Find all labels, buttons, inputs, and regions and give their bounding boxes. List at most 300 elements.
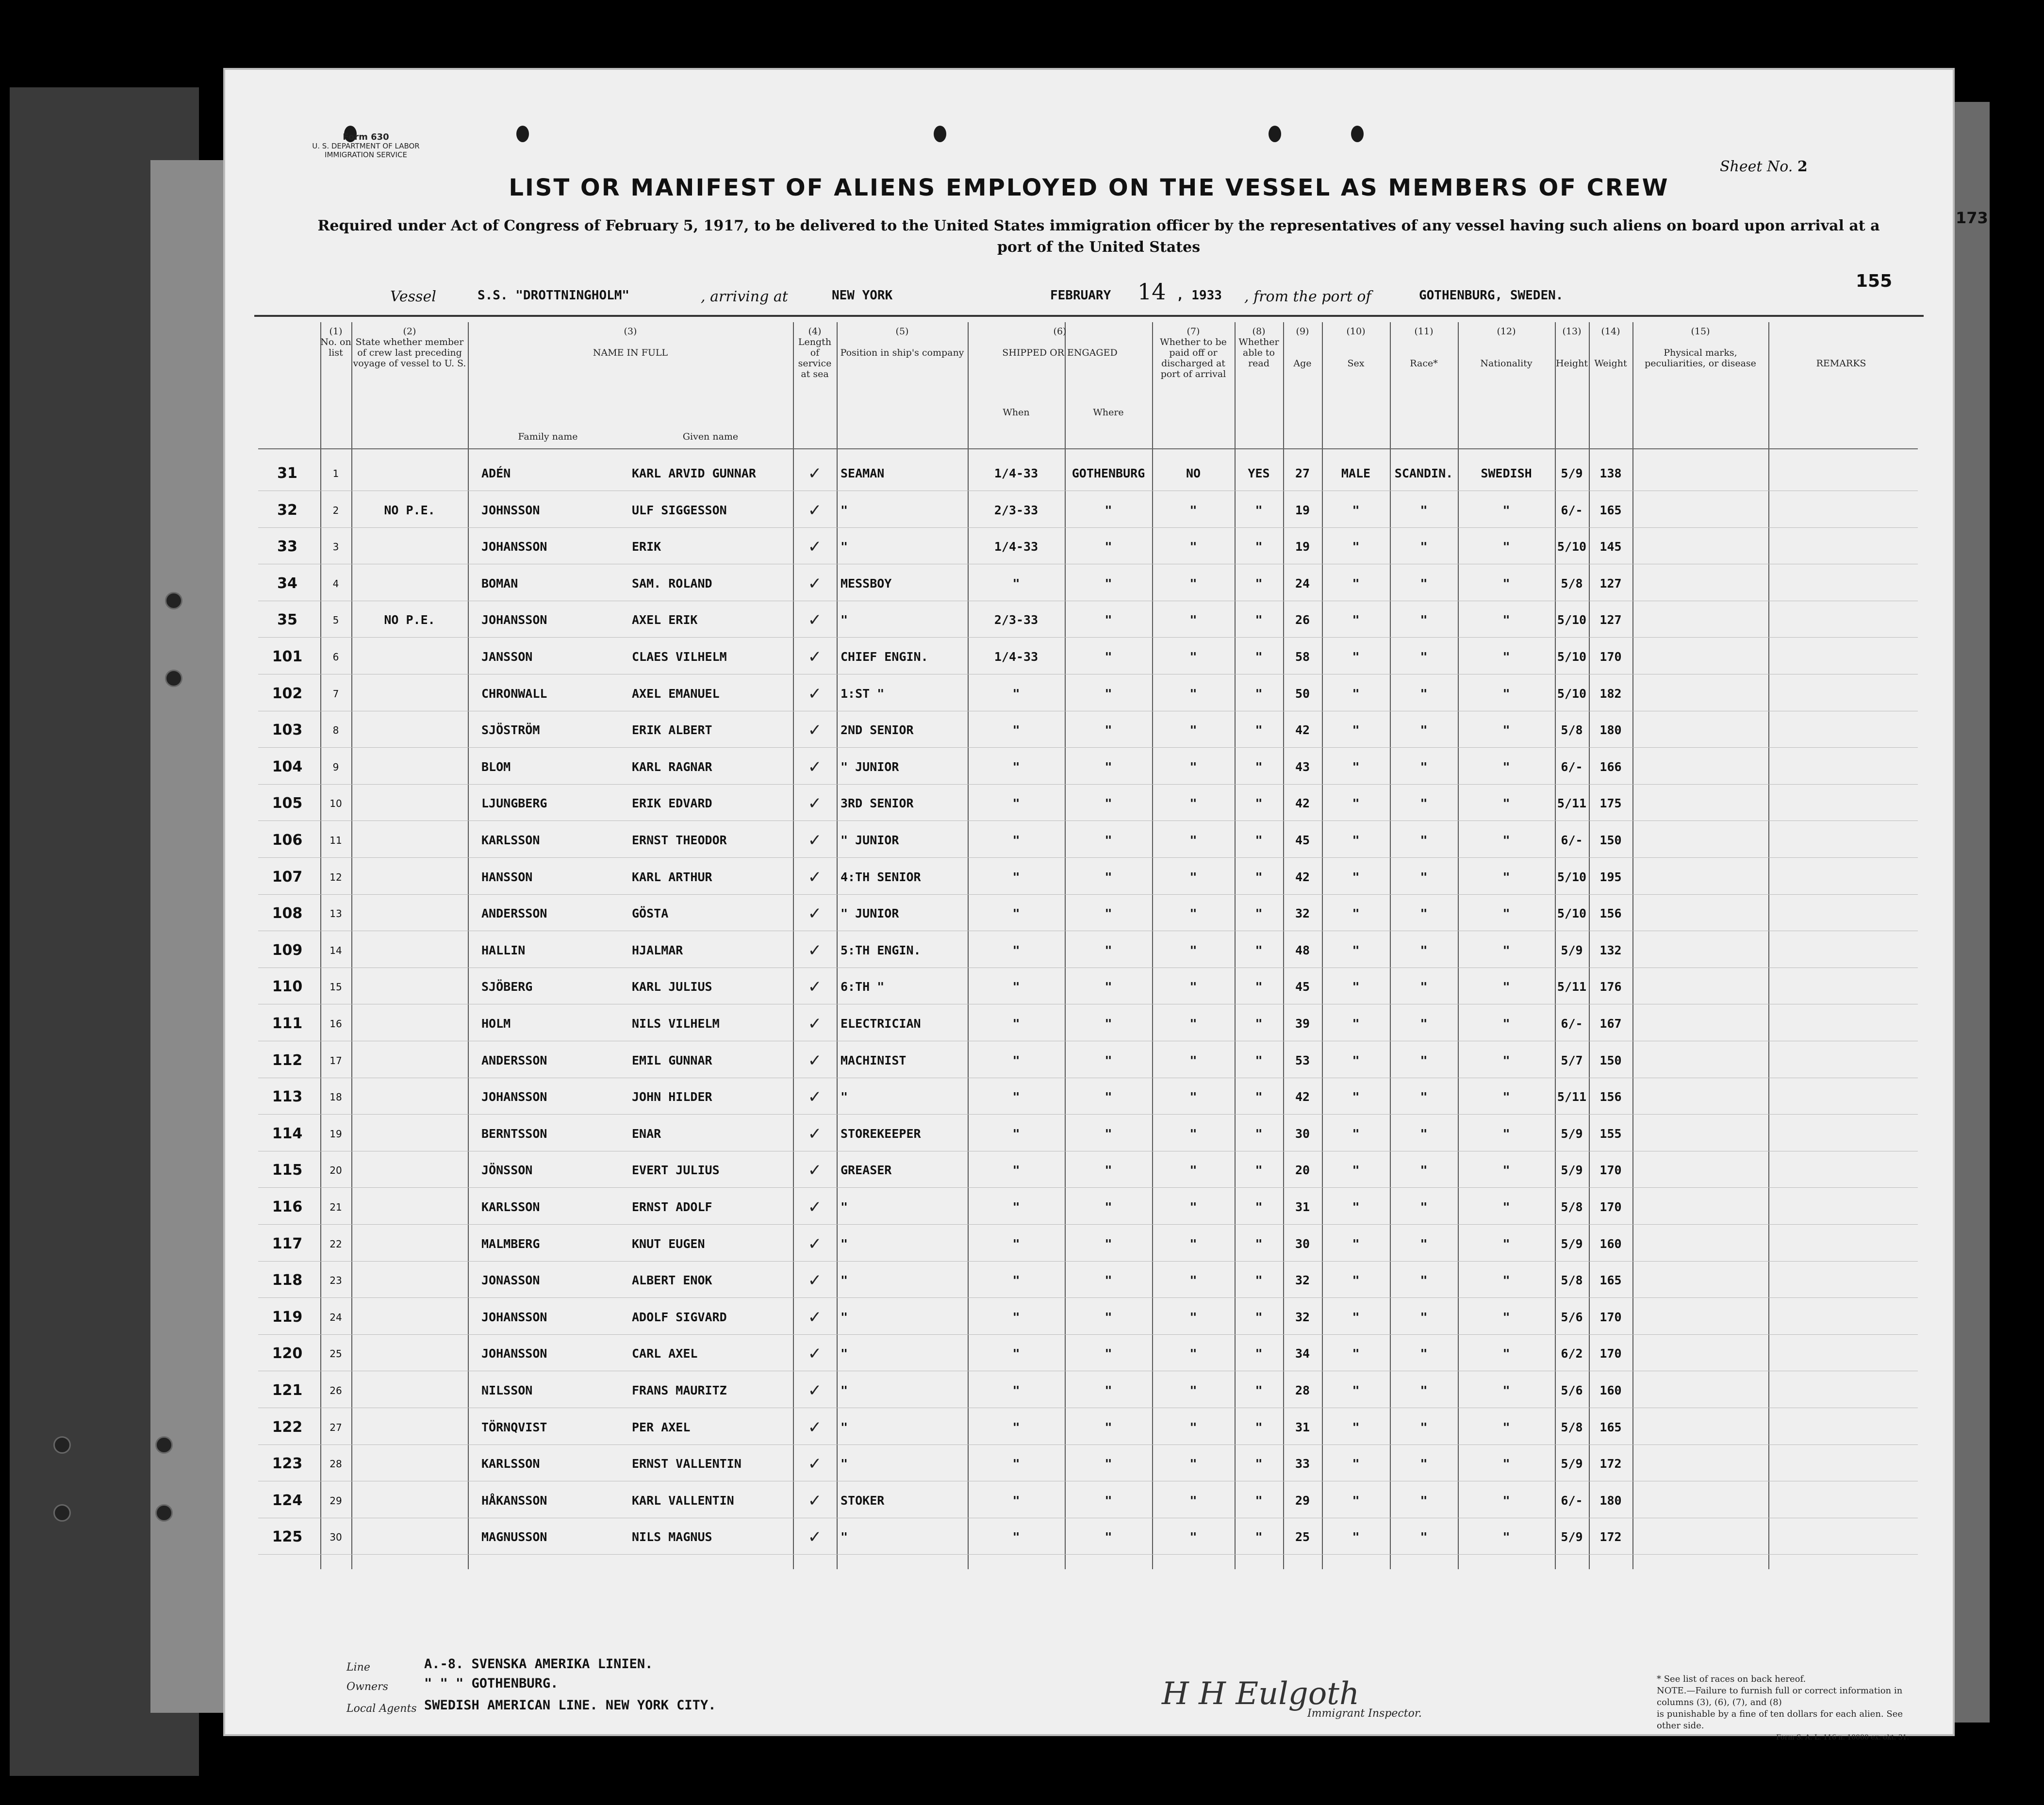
service-checkmark-icon: ✓ xyxy=(808,721,822,740)
race: " xyxy=(1420,833,1428,847)
shipped-where: " xyxy=(1104,870,1112,884)
weight: 182 xyxy=(1599,686,1622,701)
manifest-number: 106 xyxy=(272,832,303,849)
family-name: HANSSON xyxy=(481,870,533,884)
punch-hole xyxy=(934,126,946,142)
weight: 170 xyxy=(1599,1163,1622,1178)
service-checkmark-icon: ✓ xyxy=(808,1198,822,1217)
able-to-read: " xyxy=(1255,1310,1263,1324)
col-5-header xyxy=(837,326,968,358)
sex: " xyxy=(1352,686,1360,701)
row-rule xyxy=(258,637,1918,638)
shipped-where: " xyxy=(1104,1236,1112,1251)
manifest-number: 105 xyxy=(272,795,303,812)
given-name: AXEL EMANUEL xyxy=(632,686,720,701)
given-name: NILS VILHELM xyxy=(632,1017,720,1031)
able-to-read: YES xyxy=(1248,466,1270,480)
able-to-read: " xyxy=(1255,1053,1263,1067)
race: " xyxy=(1420,723,1428,738)
col-7-header-text: Whether to be paid off or discharged at port of arrival xyxy=(1160,337,1227,379)
previous-voyage xyxy=(351,647,468,667)
height: 5/8 xyxy=(1561,723,1583,738)
given-name: AXEL ERIK xyxy=(632,613,698,627)
sex: " xyxy=(1352,1310,1360,1324)
shipped-where: " xyxy=(1104,686,1112,701)
service-checkmark-icon: ✓ xyxy=(808,1344,822,1364)
family-name: JOHANSSON xyxy=(481,1090,547,1104)
form-number: Form 630 xyxy=(343,132,389,142)
position: MACHINIST xyxy=(841,1053,907,1067)
position: " xyxy=(841,540,848,554)
previous-voyage xyxy=(351,1344,468,1363)
nationality: " xyxy=(1502,613,1510,627)
able-to-read: " xyxy=(1255,723,1263,738)
paid-off: " xyxy=(1189,1273,1197,1288)
race: " xyxy=(1420,1090,1428,1104)
form-identifier xyxy=(293,133,439,159)
previous-voyage xyxy=(351,977,468,997)
height: 5/9 xyxy=(1561,1530,1583,1544)
weight: 172 xyxy=(1599,1530,1622,1544)
weight: 176 xyxy=(1599,980,1622,994)
paid-off: " xyxy=(1189,613,1197,627)
shipped-when: " xyxy=(1012,759,1020,774)
nationality: " xyxy=(1502,759,1510,774)
nationality: " xyxy=(1502,540,1510,554)
shipped-where: " xyxy=(1104,1273,1112,1288)
sex: " xyxy=(1352,980,1360,994)
col-10-header xyxy=(1322,326,1390,369)
shipped-when: " xyxy=(1012,943,1020,957)
able-to-read: " xyxy=(1255,686,1263,701)
list-number: 4 xyxy=(332,577,339,590)
row-rule xyxy=(258,747,1918,748)
col-2-header-text: State whether member of crew last preceding voyage of vessel to U. S. xyxy=(353,337,466,369)
given-name: ADOLF SIGVARD xyxy=(632,1310,727,1324)
family-name: KARLSSON xyxy=(481,1457,540,1471)
col-4-header-num: (4) xyxy=(808,326,822,337)
form-department: U. S. DEPARTMENT OF LABOR xyxy=(312,142,420,150)
weight: 170 xyxy=(1599,1346,1622,1361)
sex: " xyxy=(1352,503,1360,517)
row-rule xyxy=(258,527,1918,528)
from-port-label: , from the port of xyxy=(1244,288,1371,305)
race: " xyxy=(1420,1310,1428,1324)
manifest-number: 116 xyxy=(272,1198,303,1215)
shipped-when: 1/4-33 xyxy=(994,540,1038,554)
height: 5/10 xyxy=(1557,906,1587,921)
col-6-header xyxy=(968,326,1152,358)
able-to-read: " xyxy=(1255,906,1263,921)
family-name: ANDERSSON xyxy=(481,1053,547,1067)
manifest-sheet xyxy=(223,68,1955,1741)
col-15-header-text: Physical marks, peculiarities, or disease xyxy=(1645,347,1756,369)
given-name: JOHN HILDER xyxy=(632,1090,712,1104)
col-4-header-text: Length of service at sea xyxy=(798,337,832,379)
height: 5/10 xyxy=(1557,540,1587,554)
nationality: " xyxy=(1502,503,1510,517)
age: 45 xyxy=(1295,833,1310,847)
given-name: PER AXEL xyxy=(632,1420,691,1434)
manifest-number: 125 xyxy=(272,1528,303,1546)
shipped-when: " xyxy=(1012,1383,1020,1397)
age: 32 xyxy=(1295,1310,1310,1324)
manifest-number: 124 xyxy=(272,1492,303,1509)
able-to-read: " xyxy=(1255,1420,1263,1434)
sex: " xyxy=(1352,540,1360,554)
weight: 150 xyxy=(1599,1053,1622,1067)
height: 6/- xyxy=(1561,1493,1583,1508)
list-number: 5 xyxy=(332,614,339,626)
sex: " xyxy=(1352,1126,1360,1141)
header-rule xyxy=(254,315,1924,317)
able-to-read: " xyxy=(1255,833,1263,847)
sex: " xyxy=(1352,1200,1360,1214)
shipped-when: " xyxy=(1012,1236,1020,1251)
race: " xyxy=(1420,540,1428,554)
race: " xyxy=(1420,870,1428,884)
weight: 127 xyxy=(1599,613,1622,627)
shipped-when: " xyxy=(1012,1310,1020,1324)
shipped-when: 2/3-33 xyxy=(994,613,1038,627)
shipped-when: " xyxy=(1012,1273,1020,1288)
paid-off: " xyxy=(1189,576,1197,591)
paid-off: " xyxy=(1189,1053,1197,1067)
paid-off: " xyxy=(1189,1346,1197,1361)
inspector-signature: H H Eulgoth xyxy=(1162,1676,1360,1712)
weight: 165 xyxy=(1599,1273,1622,1288)
position: " JUNIOR xyxy=(841,833,899,847)
able-to-read: " xyxy=(1255,980,1263,994)
previous-voyage: NO P.E. xyxy=(384,613,435,627)
col-7-header-num: (7) xyxy=(1187,326,1200,337)
family-name: BOMAN xyxy=(481,576,518,591)
list-number: 23 xyxy=(330,1275,342,1287)
col-3-header-num: (3) xyxy=(624,326,637,337)
given-name: ALBERT ENOK xyxy=(632,1273,712,1288)
height: 5/9 xyxy=(1561,1126,1583,1141)
sex: " xyxy=(1352,906,1360,921)
line-value: A.-8. SVENSKA AMERIKA LINIEN. xyxy=(424,1657,653,1672)
previous-voyage xyxy=(351,1271,468,1290)
vessel-line xyxy=(390,279,1822,310)
weight: 150 xyxy=(1599,833,1622,847)
shipped-where: " xyxy=(1104,1530,1112,1544)
nationality: " xyxy=(1502,1493,1510,1508)
line-label: Line xyxy=(346,1661,370,1674)
age: 30 xyxy=(1295,1236,1310,1251)
sex: " xyxy=(1352,1017,1360,1031)
previous-voyage xyxy=(351,1308,468,1327)
able-to-read: " xyxy=(1255,1090,1263,1104)
list-number: 21 xyxy=(330,1201,342,1213)
when-header: When xyxy=(1003,407,1030,418)
able-to-read: " xyxy=(1255,1163,1263,1178)
family-name: SJÖSTRÖM xyxy=(481,723,540,738)
row-rule xyxy=(258,1187,1918,1188)
family-name: TÖRNQVIST xyxy=(481,1420,547,1434)
shipped-when: " xyxy=(1012,906,1020,921)
height: 6/- xyxy=(1561,503,1583,517)
service-checkmark-icon: ✓ xyxy=(808,1234,822,1254)
manifest-number: 109 xyxy=(272,941,303,959)
manifest-number: 31 xyxy=(277,465,297,482)
shipped-when: " xyxy=(1012,796,1020,811)
race: " xyxy=(1420,576,1428,591)
race: " xyxy=(1420,686,1428,701)
list-number: 25 xyxy=(330,1348,342,1360)
given-name: ERIK xyxy=(632,540,661,554)
able-to-read: " xyxy=(1255,796,1263,811)
able-to-read: " xyxy=(1255,1126,1263,1141)
col-8-header-num: (8) xyxy=(1252,326,1266,337)
col-11-header-text: Race* xyxy=(1410,358,1438,369)
footer-notes xyxy=(1657,1674,1909,1743)
weight: 175 xyxy=(1599,796,1622,811)
service-checkmark-icon: ✓ xyxy=(808,1381,822,1400)
service-checkmark-icon: ✓ xyxy=(808,1417,822,1437)
position: " xyxy=(841,1420,848,1434)
nationality: " xyxy=(1502,1310,1510,1324)
list-number: 27 xyxy=(330,1421,342,1433)
age: 24 xyxy=(1295,576,1310,591)
remarks-header-text: REMARKS xyxy=(1816,358,1866,369)
age: 31 xyxy=(1295,1420,1310,1434)
height: 5/8 xyxy=(1561,1273,1583,1288)
col-11-header-num: (11) xyxy=(1414,326,1434,337)
given-name: KARL ARTHUR xyxy=(632,870,712,884)
given-name: ERNST ADOLF xyxy=(632,1200,712,1214)
shipped-where: " xyxy=(1104,943,1112,957)
race: " xyxy=(1420,1346,1428,1361)
previous-voyage xyxy=(351,757,468,777)
given-name: SAM. ROLAND xyxy=(632,576,712,591)
row-rule xyxy=(258,1554,1918,1555)
given-name: KARL ARVID GUNNAR xyxy=(632,466,756,480)
binder-hole xyxy=(155,1504,173,1522)
list-number: 3 xyxy=(332,541,339,553)
given-name-header: Given name xyxy=(682,431,739,442)
shipped-where: " xyxy=(1104,796,1112,811)
service-checkmark-icon: ✓ xyxy=(808,977,822,997)
shipped-where: " xyxy=(1104,906,1112,921)
manifest-number: 120 xyxy=(272,1345,303,1362)
able-to-read: " xyxy=(1255,1273,1263,1288)
row-rule xyxy=(258,1261,1918,1262)
col-12-header-num: (12) xyxy=(1497,326,1516,337)
punch-hole xyxy=(1351,126,1364,142)
family-name: BERNTSSON xyxy=(481,1126,547,1141)
shipped-when: " xyxy=(1012,833,1020,847)
weight: 195 xyxy=(1599,870,1622,884)
previous-voyage xyxy=(351,1454,468,1474)
manifest-number: 119 xyxy=(272,1308,303,1326)
service-checkmark-icon: ✓ xyxy=(808,610,822,630)
age: 28 xyxy=(1295,1383,1310,1397)
col-15-header xyxy=(1632,326,1768,369)
height: 5/9 xyxy=(1561,466,1583,480)
paid-off: " xyxy=(1189,1457,1197,1471)
shipped-where: " xyxy=(1104,1200,1112,1214)
nationality: " xyxy=(1502,723,1510,738)
paid-off: " xyxy=(1189,980,1197,994)
col-3-header-text: NAME IN FULL xyxy=(593,347,668,358)
previous-voyage xyxy=(351,794,468,813)
position: 6:TH " xyxy=(841,980,885,994)
service-checkmark-icon: ✓ xyxy=(808,831,822,850)
given-name: KNUT EUGEN xyxy=(632,1236,705,1251)
able-to-read: " xyxy=(1255,1236,1263,1251)
position: GREASER xyxy=(841,1163,892,1178)
col-8-header-text: Whether able to read xyxy=(1238,337,1279,369)
family-name: MAGNUSSON xyxy=(481,1530,547,1544)
sex: MALE xyxy=(1341,466,1371,480)
service-checkmark-icon: ✓ xyxy=(808,1307,822,1327)
manifest-number: 34 xyxy=(277,574,297,592)
given-name: KARL VALLENTIN xyxy=(632,1493,734,1508)
race: " xyxy=(1420,1053,1428,1067)
age: 42 xyxy=(1295,870,1310,884)
height: 5/8 xyxy=(1561,1200,1583,1214)
height: 5/7 xyxy=(1561,1053,1583,1067)
race: " xyxy=(1420,503,1428,517)
position: " xyxy=(841,1273,848,1288)
sex: " xyxy=(1352,613,1360,627)
sex: " xyxy=(1352,1273,1360,1288)
arrival-day: 14 xyxy=(1137,279,1166,305)
binder-background xyxy=(10,87,199,1776)
age: 48 xyxy=(1295,943,1310,957)
service-checkmark-icon: ✓ xyxy=(808,904,822,924)
able-to-read: " xyxy=(1255,1457,1263,1471)
paid-off: " xyxy=(1189,540,1197,554)
shipped-where: " xyxy=(1104,540,1112,554)
col-13-header-text: Height xyxy=(1556,358,1588,369)
manifest-number: 103 xyxy=(272,722,303,739)
family-name: BLOM xyxy=(481,759,511,774)
family-name: ADÉN xyxy=(481,466,511,480)
row-rule xyxy=(258,1114,1918,1115)
weight: 156 xyxy=(1599,906,1622,921)
list-number: 28 xyxy=(330,1458,342,1470)
given-name: CLAES VILHELM xyxy=(632,650,727,664)
service-checkmark-icon: ✓ xyxy=(808,794,822,814)
shipped-where: " xyxy=(1104,613,1112,627)
able-to-read: " xyxy=(1255,1383,1263,1397)
shipped-when: 1/4-33 xyxy=(994,466,1038,480)
race: " xyxy=(1420,613,1428,627)
previous-voyage xyxy=(351,684,468,704)
col-11-header xyxy=(1390,326,1458,369)
paid-off: " xyxy=(1189,1126,1197,1141)
paid-off: " xyxy=(1189,1200,1197,1214)
weight: 180 xyxy=(1599,723,1622,738)
family-name: MALMBERG xyxy=(481,1236,540,1251)
shipped-where: " xyxy=(1104,1090,1112,1104)
weight: 127 xyxy=(1599,576,1622,591)
weight: 165 xyxy=(1599,1420,1622,1434)
manifest-number: 123 xyxy=(272,1455,303,1473)
previous-voyage xyxy=(351,1087,468,1107)
col-15-header-num: (15) xyxy=(1691,326,1710,337)
weight: 170 xyxy=(1599,1200,1622,1214)
list-number: 9 xyxy=(332,761,339,773)
nationality: " xyxy=(1502,1457,1510,1471)
sheet-number-label: Sheet No. xyxy=(1720,158,1793,175)
manifest-number: 114 xyxy=(272,1125,303,1142)
nationality: " xyxy=(1502,650,1510,664)
sex: " xyxy=(1352,723,1360,738)
age: 42 xyxy=(1295,1090,1310,1104)
shipped-where: " xyxy=(1104,503,1112,517)
previous-voyage xyxy=(351,1161,468,1180)
position: " JUNIOR xyxy=(841,759,899,774)
list-number: 20 xyxy=(330,1165,342,1177)
previous-voyage xyxy=(351,1198,468,1217)
col-14-header xyxy=(1589,326,1632,369)
arrival-year: , 1933 xyxy=(1176,288,1222,303)
height: 5/8 xyxy=(1561,1420,1583,1434)
height: 5/6 xyxy=(1561,1310,1583,1324)
weight: 180 xyxy=(1599,1493,1622,1508)
shipped-where: " xyxy=(1104,1493,1112,1508)
previous-voyage xyxy=(351,1051,468,1070)
shipped-where: " xyxy=(1104,650,1112,664)
vessel-name: S.S. "DROTTNINGHOLM" xyxy=(478,288,630,303)
position: " xyxy=(841,1383,848,1397)
previous-voyage xyxy=(351,1527,468,1547)
nationality: " xyxy=(1502,833,1510,847)
nationality: " xyxy=(1502,943,1510,957)
height: 6/2 xyxy=(1561,1346,1583,1361)
previous-voyage xyxy=(351,464,468,483)
list-number: 12 xyxy=(330,871,342,883)
weight: 155 xyxy=(1599,1126,1622,1141)
manifest-number: 110 xyxy=(272,978,303,996)
shipped-where: " xyxy=(1104,576,1112,591)
position: " xyxy=(841,1236,848,1251)
list-number: 17 xyxy=(330,1054,342,1067)
weight: 138 xyxy=(1599,466,1622,480)
age: 27 xyxy=(1295,466,1310,480)
age: 30 xyxy=(1295,1126,1310,1141)
col-10-header-num: (10) xyxy=(1346,326,1366,337)
paid-off: " xyxy=(1189,1017,1197,1031)
list-number: 7 xyxy=(332,688,339,700)
position: STOREKEEPER xyxy=(841,1126,921,1141)
nationality: " xyxy=(1502,1273,1510,1288)
manifest-number: 118 xyxy=(272,1272,303,1289)
sex: " xyxy=(1352,576,1360,591)
list-number: 29 xyxy=(330,1494,342,1507)
height: 5/11 xyxy=(1557,796,1587,811)
position: MESSBOY xyxy=(841,576,892,591)
able-to-read: " xyxy=(1255,576,1263,591)
race: " xyxy=(1420,1273,1428,1288)
able-to-read: " xyxy=(1255,1346,1263,1361)
age: 53 xyxy=(1295,1053,1310,1067)
nationality: " xyxy=(1502,1126,1510,1141)
height: 5/8 xyxy=(1561,576,1583,591)
position: " xyxy=(841,503,848,517)
paid-off: " xyxy=(1189,723,1197,738)
able-to-read: " xyxy=(1255,1200,1263,1214)
shipped-where: " xyxy=(1104,980,1112,994)
sex: " xyxy=(1352,870,1360,884)
sheet-number xyxy=(1720,158,1808,175)
height: 5/9 xyxy=(1561,1457,1583,1471)
shipped-where: " xyxy=(1104,1310,1112,1324)
